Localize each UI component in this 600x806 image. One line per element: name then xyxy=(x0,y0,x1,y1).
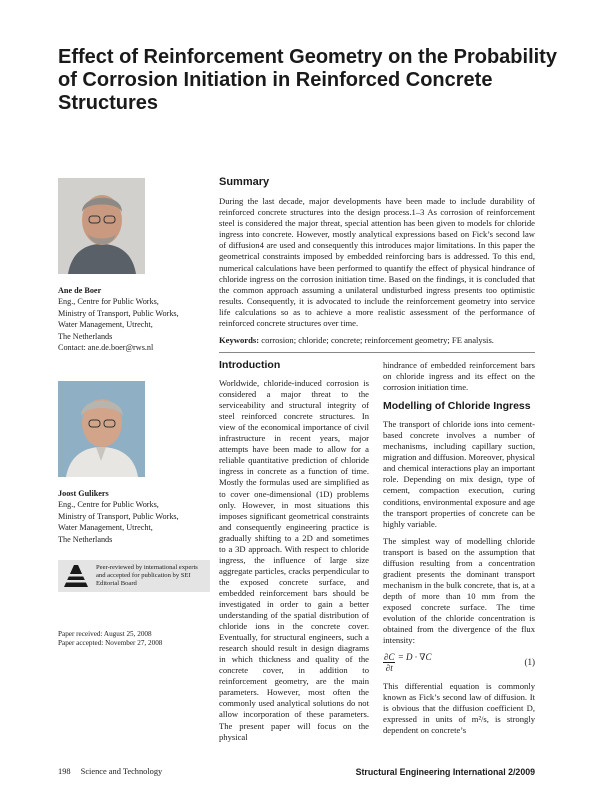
section-name: Science and Technology xyxy=(80,767,163,776)
introduction-heading: Introduction xyxy=(219,359,281,371)
author-affiliation: Eng., Centre for Public Works, xyxy=(58,297,159,307)
author-photo-ane-de-boer xyxy=(58,178,145,274)
sei-logo-icon xyxy=(62,563,90,589)
author-contact: Contact: ane.de.boer@rws.nl xyxy=(58,343,154,353)
keywords xyxy=(219,335,535,346)
paper-received: Paper received: August 25, 2008 xyxy=(58,630,152,638)
keywords-text: corrosion; chloride; concrete; reinforcement geometry; FE analysis. xyxy=(261,335,494,346)
portrait-icon xyxy=(58,178,145,274)
author-photo-joost-gulikers xyxy=(58,381,145,477)
paper-dates xyxy=(58,630,162,648)
author-affiliation: Ministry of Transport, Public Works, xyxy=(58,511,179,521)
modelling-paragraph-1: The transport of chloride ions into cement-based concrete involves a number of mechanisms, including capillary suction, migration and diffusion. Moreover, physical and chemical interactions play an important role. Depending on mix design, type of cement, compaction execution, curing conditions, environmental exposure and age the transport properties of concrete can be highly variable. xyxy=(383,419,535,529)
equation-denominator: ∂t xyxy=(385,663,393,674)
body-column-right xyxy=(383,360,535,742)
paper-accepted: Paper accepted: November 27, 2008 xyxy=(58,639,163,647)
summary-heading: Summary xyxy=(219,176,270,188)
introduction-continuation: hindrance of embedded reinforcement bars on chloride ingress and its effect on the corrosion initiation time. xyxy=(383,360,535,393)
keywords-label: Keywords: xyxy=(219,335,260,346)
body-column-left xyxy=(219,360,369,749)
author-affiliation: Ministry of Transport, Public Works, xyxy=(58,308,179,318)
equation-fraction xyxy=(383,652,395,673)
summary-section xyxy=(219,176,535,346)
author-affiliation: Water Management, Utrecht, xyxy=(58,320,153,330)
peer-review-box xyxy=(58,560,210,592)
equation-numerator: ∂C xyxy=(384,652,395,663)
summary-text: During the last decade, major developments have been made to include durability of reinforced concrete structures into the design process.1–3 As corrosion of reinforcement steel is considered the major threat, special attention has been given to models for chloride ingress into concrete. However, mostly analytical expressions based on Fick’s second law of diffusion4 are used and consequently this introduces major limitations. In this paper the geometrical constraints imposed by embedded reinforcing bars is addressed. To this end, numerical calculations have been performed to quantify the effect of physical hindrance of chloride ingress on the corrosion initiation time. Based on the findings, it is concluded that the common approach assuming a unilateral undisturbed ingress presents too optimistic results. Consequently, it is advocated to include the reinforcement geometry into service life calculations so as to achieve a more realistic assessment of the performance of reinforced concrete structures over time. xyxy=(219,196,535,329)
author-affiliation: Eng., Centre for Public Works, xyxy=(58,500,159,510)
journal-name: Structural Engineering International 2/2009 xyxy=(355,767,535,777)
equation-number: (1) xyxy=(524,657,535,668)
author-ane-de-boer xyxy=(58,285,208,353)
author-name: Ane de Boer xyxy=(58,286,102,295)
equation-1 xyxy=(383,652,535,673)
page-number: 198 xyxy=(58,767,71,776)
modelling-paragraph-3: This differential equation is commonly known as Fick’s second law of diffusion. It is obvious that the diffusion coefficient D, expressed in units of m²/s, is strongly dependent on concrete’s xyxy=(383,681,535,736)
modelling-heading: Modelling of Chloride Ingress xyxy=(383,400,531,413)
author-name: Joost Gulikers xyxy=(58,489,109,498)
title-line-2: of Corrosion Initiation in Reinforced Concrete Structures xyxy=(58,69,493,114)
author-affiliation: Water Management, Utrecht, xyxy=(58,523,153,533)
author-joost-gulikers xyxy=(58,488,208,545)
title-line-1: Effect of Reinforcement Geometry on the Probability xyxy=(58,46,557,68)
page-footer xyxy=(58,767,535,779)
portrait-icon xyxy=(58,381,145,477)
author-affiliation: The Netherlands xyxy=(58,331,113,341)
paper-title xyxy=(58,46,558,115)
equation-rhs: = D · ∇C xyxy=(397,652,432,663)
peer-review-text: Peer-reviewed by international experts and accepted for publication by SEI Editorial Board xyxy=(96,564,198,587)
author-affiliation: The Netherlands xyxy=(58,534,113,544)
introduction-text: Worldwide, chloride-induced corrosion is considered a major threat to the serviceability and structural integrity of steel reinforced concrete structures. In view of the economical importance of civil infrastructure in recent years, major attempts have been made to allow for a reliable quantitative prediction of chloride ingress in concrete as a function of time. Mostly the formulas used are simplified as to cover one-dimensional (1D) problems only. However, in most situations this imposes significant geometrical constraints and consequently engineering practice is gradually shifting to a 2D and sometimes to a 3D approach. With respect to chloride ingress, the influence of large size aggregate particles, cracks perpendicular to the exposed concrete surface, and embedded reinforcement bars should be investigated in order to gain a better understanding of the spatial distribution of chloride ions in the concrete cover. Eventually, for structural engineers, such a research should result in design diagrams in which thickness and quality of the concrete cover, in addition to reinforcement geometry, are the main parameters. However, most often the commonly used analytical solutions do not allow incorporation of these parameters. The present paper will focus on the physical xyxy=(219,378,369,742)
modelling-paragraph-2: The simplest way of modelling chloride transport is based on the assumption that diffusion resulting from a concentration gradient presents the dominant transport mechanism in the bulk concrete, that is, at a depth of more than 10 mm from the exposed concrete surface. The time evolution of the chloride concentration is obtained from the divergence of the flux intensity: xyxy=(383,535,535,646)
section-divider xyxy=(219,352,535,353)
